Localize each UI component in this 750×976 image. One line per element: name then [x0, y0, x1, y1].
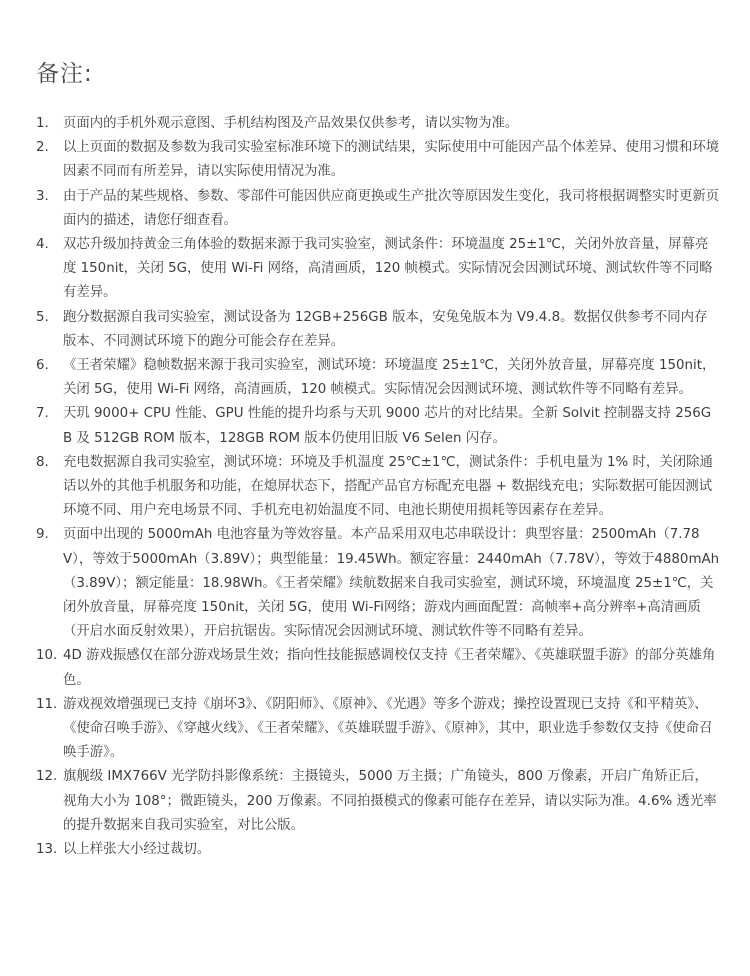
note-number: 8.	[36, 454, 49, 470]
note-text: 游戏视效增强现已支持《崩坏3》、《阴阳师》、《原神》、《光遇》等多个游戏；操控设置现已支持《和平精英》、《使命召唤手游》、《穿越火线》、《王者荣耀》、《英雄联盟手游》、《原神》，其中，职业选手参数仅支持《使命召唤手游》。	[63, 696, 713, 761]
note-number: 3.	[36, 188, 49, 204]
note-number: 13.	[36, 842, 58, 858]
note-item-9	[36, 523, 720, 644]
note-text: 由于产品的某些规格、参数、零部件可能因供应商更换或生产批次等原因发生变化，我司将根据调整实时更新页面内的描述，请您仔细查看。	[63, 188, 720, 228]
note-number: 2.	[36, 140, 49, 156]
note-item-6	[36, 354, 720, 402]
note-item-13	[36, 838, 720, 862]
page-title: 备注:	[36, 61, 93, 87]
note-number: 10.	[36, 648, 58, 664]
note-item-5	[36, 306, 720, 354]
note-text: 页面内的手机外观示意图、手机结构图及产品效果仅供参考，请以实物为准。	[63, 116, 519, 131]
note-text: 跑分数据源自我司实验室，测试设备为 12GB+256GB 版本，安兔兔版本为 V9.4.8。数据仅供参考不同内存版本、不同测试环境下的跑分可能会存在差异。	[63, 309, 708, 349]
note-text: 旗舰级 IMX766V 光学防抖影像系统：主摄镜头，5000 万主摄；广角镜头，800 万像素，开启广角矫正后，视角大小为 108°；微距镜头，200 万像素。不同拍摄模式的像素可能存在差异，请以实际为准。4.6% 透光率的提升数据来自我司实验室，对比公版。	[63, 769, 717, 833]
note-number: 9.	[36, 527, 49, 543]
note-item-10	[36, 644, 720, 692]
note-text: 4D 游戏振感仅在部分游戏场景生效；指向性技能振感调校仅支持《王者荣耀》、《英雄联盟手游》的部分英雄角色。	[63, 648, 716, 688]
note-number: 7.	[36, 406, 49, 422]
note-item-8	[36, 451, 720, 524]
note-text: 以上页面的数据及参数为我司实验室标准环境下的测试结果，实际使用中可能因产品个体差异、使用习惯和环境因素不同而有所差异，请以实际使用情况为准。	[63, 140, 720, 180]
note-item-4	[36, 233, 720, 306]
note-text: 充电数据源自我司实验室，测试环境：环境及手机温度 25℃±1℃，测试条件：手机电量为 1% 时，关闭除通话以外的其他手机服务和功能，在熄屏状态下，搭配产品官方标配充电器 + 数据线充电；实际数据可能因测试环境不同、用户充电场景不同、手机充电初始温度不同、电池长期使用损耗等因素存在差异。	[63, 454, 713, 519]
note-item-2	[36, 136, 720, 184]
note-number: 11.	[36, 696, 58, 712]
note-text: 天玑 9000+ CPU 性能、GPU 性能的提升均系与天玑 9000 芯片的对比结果。全新 Solvit 控制器支持 256GB 及 512GB ROM 版本，128GB ROM 版本仍使用旧版 V6 Selen 闪存。	[63, 406, 712, 446]
note-text: 《王者荣耀》稳帧数据来源于我司实验室，测试环境：环境温度 25±1℃，关闭外放音量，屏幕亮度 150nit，关闭 5G，使用 Wi-Fi 网络，高清画质，120 帧模式。实际情况会因测试环境、测试软件等不同略有差异。	[63, 358, 716, 398]
note-number: 5.	[36, 309, 49, 325]
note-number: 1.	[36, 116, 49, 131]
note-item-12	[36, 765, 720, 838]
note-text: 页面中出现的 5000mAh 电池容量为等效容量。本产品采用双电芯串联设计：典型容量：2500mAh（7.78V），等效于5000mAh（3.89V）；典型能量：19.45Wh。额定容量：2440mAh（7.78V），等效于4880mAh（3.89V）；额定能量：18.98Wh。《王者荣耀》续航数据来自我司实验室，测试环境，环境温度 25±1℃，关闭外放音量，屏幕亮度 150nit，关闭 5G，使用 Wi-Fi网络；游戏内画面配置：高帧率+高分辨率+高清画质（开启水面反射效果），开启抗锯齿。实际情况会因测试环境、测试软件等不同略有差异。	[63, 527, 720, 640]
note-text: 以上样张大小经过裁切。	[63, 842, 211, 858]
note-item-7	[36, 402, 720, 450]
note-number: 4.	[36, 237, 49, 253]
note-item-3	[36, 185, 720, 233]
note-number: 12.	[36, 769, 58, 785]
note-item-11	[36, 693, 720, 766]
note-number: 6.	[36, 358, 49, 374]
note-item-1	[36, 112, 720, 136]
notes-list	[36, 112, 720, 862]
note-text: 双芯升级加持黄金三角体验的数据来源于我司实验室，测试条件：环境温度 25±1℃，关闭外放音量，屏幕亮度 150nit，关闭 5G，使用 Wi-Fi 网络，高清画质，120 帧模式。实际情况会因测试环境、测试软件等不同略有差异。	[63, 237, 713, 301]
